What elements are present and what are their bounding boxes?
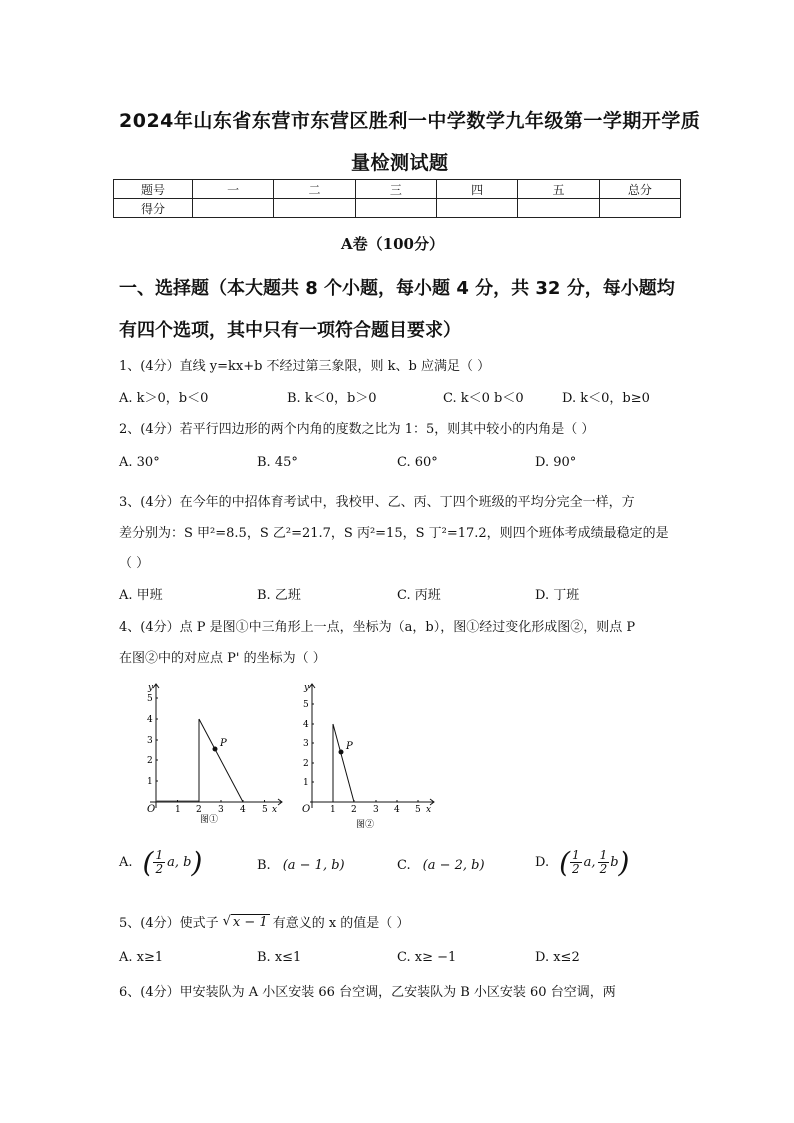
q3-stem-line1: 3、(4分）在今年的中招体育考试中，我校甲、乙、丙、丁四个班级的平均分完全一样，方 — [119, 495, 635, 510]
fraction: $\frac{1}{2}$ — [155, 848, 164, 876]
q1-option-b[interactable]: B. k＜0，b＞0 — [287, 391, 377, 406]
score-cell[interactable] — [193, 199, 274, 218]
score-cell[interactable] — [436, 199, 517, 218]
x-axis-label: x — [426, 805, 432, 815]
x-tick-label: 2 — [196, 805, 202, 815]
q5-option-a[interactable]: A. x≥1 — [119, 950, 164, 965]
table-cell: 题号 — [114, 180, 193, 199]
y-tick-label: 2 — [147, 756, 153, 766]
q4-graph-2 — [296, 680, 440, 830]
q4-stem-line1: 4、(4分）点 P 是图①中三角形上一点，坐标为（a，b），图①经过变化形成图②，则点 P — [119, 620, 636, 635]
y-axis-label: y — [148, 683, 154, 693]
y-tick-label: 1 — [303, 778, 309, 788]
q5-stem: 5、(4分）使式子 √ x − 1 有意义的 x 的值是（ ） — [119, 914, 410, 931]
point-p-label: P — [220, 738, 227, 749]
table-cell: 得分 — [114, 199, 193, 218]
y-tick-label: 5 — [147, 694, 153, 704]
table-cell: 五 — [518, 180, 599, 199]
radicand: x − 1 — [232, 914, 268, 930]
table-cell: 二 — [274, 180, 355, 199]
x-tick-label: 3 — [373, 805, 379, 815]
q1-option-c[interactable]: C. k＜0 b＜0 — [443, 391, 524, 406]
option-d-expression: ( $\frac{1}{2}$ a, $\frac{1}{2}$ b ) — [559, 846, 630, 879]
y-tick-label: 2 — [303, 759, 309, 769]
q5-option-b[interactable]: B. x≤1 — [257, 950, 302, 965]
q3-option-c[interactable]: C. 丙班 — [397, 588, 441, 603]
graph-caption: 图① — [200, 815, 219, 824]
y-tick-label: 4 — [303, 720, 309, 730]
q3-option-b[interactable]: B. 乙班 — [257, 588, 301, 603]
option-b-expression: (a − 1, b) — [282, 858, 345, 873]
q4-option-c[interactable] — [397, 858, 485, 873]
y-tick-label: 4 — [147, 715, 153, 725]
q6-stem: 6、(4分）甲安装队为 A 小区安装 66 台空调，乙安装队为 B 小区安装 60 台空调，两 — [119, 985, 616, 1000]
table-cell: 三 — [355, 180, 436, 199]
doc-title-line1: 2024年山东省东营市东营区胜利一中学数学九年级第一学期开学质 — [119, 110, 701, 132]
q4-graph-1 — [136, 678, 286, 824]
y-tick-label: 3 — [147, 736, 153, 746]
x-tick-label: 4 — [240, 805, 246, 815]
q2-option-c[interactable]: C. 60° — [397, 455, 438, 470]
score-table — [113, 179, 681, 218]
option-label: A. — [119, 855, 133, 870]
x-tick-label: 5 — [262, 805, 268, 815]
x-tick-label: 1 — [330, 805, 336, 815]
q1-option-a[interactable]: A. k＞0，b＜0 — [119, 391, 209, 406]
q2-stem: 2、(4分）若平行四边形的两个内角的度数之比为 1：5，则其中较小的内角是（ ） — [119, 422, 595, 437]
section1-heading-line2: 有四个选项，其中只有一项符合题目要求） — [119, 320, 461, 341]
y-axis-label: y — [304, 683, 310, 693]
score-table-score-row — [114, 199, 681, 218]
option-a-expression: ( $\frac{1}{2}$ a, b ) — [142, 846, 203, 879]
x-tick-label: 3 — [218, 805, 224, 815]
left-paren: ( — [559, 846, 571, 879]
left-paren: ( — [142, 846, 154, 879]
triangle-hypotenuse — [199, 719, 243, 802]
q3-stem-line2: 差分别为：S 甲²=8.5，S 乙²=21.7，S 丙²=15，S 丁²=17.2，则四个班体考成绩最稳定的是 — [119, 526, 669, 541]
score-cell[interactable] — [355, 199, 436, 218]
point-p — [213, 747, 218, 752]
score-table-header-row — [114, 180, 681, 199]
q1-stem: 1、(4分）直线 y=kx+b 不经过第三象限，则 k、b 应满足（ ） — [119, 359, 491, 374]
fraction: $\frac{1}{2}$ — [599, 848, 608, 876]
y-tick-label: 1 — [147, 777, 153, 787]
score-cell[interactable] — [599, 199, 680, 218]
right-paren: ) — [191, 846, 203, 879]
q4-stem-line2: 在图②中的对应点 P' 的坐标为（ ） — [119, 651, 326, 666]
option-label: D. — [535, 855, 550, 870]
origin-label: O — [302, 804, 311, 815]
q3-option-d[interactable]: D. 丁班 — [535, 588, 580, 603]
doc-title-line2: 量检测试题 — [351, 152, 449, 174]
q3-option-a[interactable]: A. 甲班 — [119, 588, 163, 603]
option-label: C. — [397, 858, 411, 873]
point-p-label: P — [346, 741, 353, 752]
q2-option-a[interactable]: A. 30° — [119, 455, 160, 470]
point-p — [339, 750, 344, 755]
q2-option-b[interactable]: B. 45° — [257, 455, 298, 470]
q4-option-d[interactable] — [535, 846, 629, 879]
graph-caption: 图② — [356, 820, 375, 830]
right-paren: ) — [618, 846, 630, 879]
fraction: $\frac{1}{2}$ — [572, 848, 580, 876]
table-cell: 四 — [436, 180, 517, 199]
y-tick-label: 5 — [303, 700, 309, 710]
section1-heading-line1: 一、选择题（本大题共 8 个小题，每小题 4 分，共 32 分，每小题均 — [119, 278, 675, 299]
table-cell: 总分 — [599, 180, 680, 199]
q3-stem-line3: （ ） — [119, 556, 150, 571]
volume-a-heading: A卷（100分） — [341, 235, 444, 253]
origin-label: O — [147, 804, 156, 815]
sqrt-sign: √ — [222, 914, 231, 929]
y-tick-label: 3 — [303, 739, 309, 749]
triangle-hypotenuse — [333, 724, 354, 802]
score-cell[interactable] — [274, 199, 355, 218]
q4-option-b[interactable] — [257, 858, 345, 873]
q1-option-d[interactable]: D. k＜0，b≥0 — [562, 391, 650, 406]
q5-option-c[interactable]: C. x≥ −1 — [397, 950, 457, 965]
option-c-expression: (a − 2, b) — [422, 858, 485, 873]
q2-option-d[interactable]: D. 90° — [535, 455, 577, 470]
x-tick-label: 5 — [415, 805, 421, 815]
x-tick-label: 4 — [394, 805, 400, 815]
q5-option-d[interactable]: D. x≤2 — [535, 950, 580, 965]
x-axis-label: x — [272, 805, 278, 815]
option-label: B. — [257, 858, 271, 873]
score-cell[interactable] — [518, 199, 599, 218]
x-tick-label: 2 — [351, 805, 357, 815]
x-tick-label: 1 — [175, 805, 181, 815]
table-cell: 一 — [193, 180, 274, 199]
q4-option-a[interactable] — [119, 846, 202, 879]
